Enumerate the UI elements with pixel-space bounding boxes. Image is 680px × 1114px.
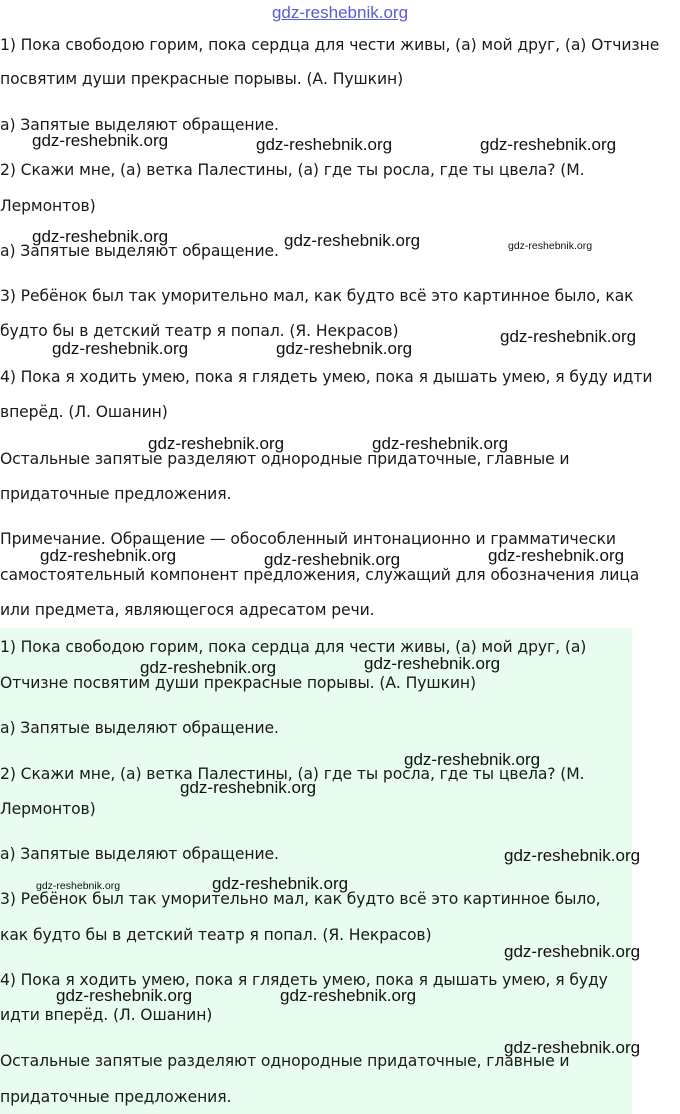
watermark: gdz-reshebnik.org (52, 339, 189, 358)
text-line: а) Запятые выделяют обращение. (0, 242, 279, 260)
green-text-line: а) Запятые выделяют обращение. (0, 845, 279, 863)
green-text-line: Лермонтов) (0, 800, 96, 818)
watermark: gdz-reshebnik.org (180, 778, 317, 797)
green-text-line: 3) Ребёнок был так уморительно мал, как будто всё это картинное было, (0, 890, 601, 908)
text-line: 4) Пока я ходить умею, пока я глядеть умею, пока я дышать умею, я буду идти (0, 368, 653, 386)
watermark: gdz-reshebnik.org (36, 880, 121, 892)
text-line: 3) Ребёнок был так уморительно мал, как будто всё это картинное было, как (0, 287, 634, 305)
text-line: посвятим души прекрасные порывы. (А. Пушкин) (0, 70, 404, 88)
watermark: gdz-reshebnik.org (504, 846, 641, 865)
watermark: gdz-reshebnik.org (504, 1038, 641, 1057)
green-text-line: 4) Пока я ходить умею, пока я глядеть умею, пока я дышать умею, я буду (0, 971, 608, 989)
text-line: Остальные запятые разделяют однородные придаточные, главные и (0, 450, 570, 468)
text-line: будто бы в детский театр я попал. (Я. Некрасов) (0, 322, 399, 340)
text-line: 2) Скажи мне, (а) ветка Палестины, (а) где ты росла, где ты цвела? (М. (0, 161, 585, 179)
watermark: gdz-reshebnik.org (32, 131, 169, 150)
watermark: gdz-reshebnik.org (32, 227, 169, 246)
watermark: gdz-reshebnik.org (256, 135, 393, 154)
green-text-line: придаточные предложения. (0, 1088, 232, 1106)
green-text-line: а) Запятые выделяют обращение. (0, 719, 279, 737)
watermark: gdz-reshebnik.org (56, 986, 193, 1005)
watermark: gdz-reshebnik.org (284, 231, 421, 250)
green-text-line: 2) Скажи мне, (а) ветка Палестины, (а) где ты росла, где ты цвела? (М. (0, 765, 585, 783)
text-line: придаточные предложения. (0, 485, 232, 503)
text-line: а) Запятые выделяют обращение. (0, 116, 279, 134)
text-line: самостоятельный компонент предложения, служащий для обозначения лица (0, 566, 640, 584)
watermark: gdz-reshebnik.org (364, 654, 501, 673)
green-text-line: как будто бы в детский театр я попал. (Я. Некрасов) (0, 926, 432, 944)
green-text-line: 1) Пока свободою горим, пока сердца для чести живы, (а) мой друг, (а) (0, 638, 587, 656)
watermark: gdz-reshebnik.org (280, 986, 417, 1005)
text-line: вперёд. (Л. Ошанин) (0, 403, 168, 421)
watermark: gdz-reshebnik.org (500, 327, 637, 346)
watermark: gdz-reshebnik.org (404, 750, 541, 769)
watermark: gdz-reshebnik.org (372, 434, 509, 453)
watermark: gdz-reshebnik.org (508, 240, 593, 252)
watermark: gdz-reshebnik.org (148, 434, 285, 453)
watermark: gdz-reshebnik.org (480, 135, 617, 154)
text-line: Лермонтов) (0, 197, 96, 215)
watermark: gdz-reshebnik.org (264, 550, 401, 569)
text-line: Примечание. Обращение — обособленный интонационно и грамматически (0, 530, 616, 548)
watermark: gdz-reshebnik.org (504, 942, 641, 961)
watermark: gdz-reshebnik.org (140, 658, 277, 677)
watermark: gdz-reshebnik.org (276, 339, 413, 358)
text-line: или предмета, являющегося адресатом речи. (0, 601, 375, 619)
green-text-line: Отчизне посвятим души прекрасные порывы. (А. Пушкин) (0, 674, 477, 692)
green-text-line: идти вперёд. (Л. Ошанин) (0, 1006, 213, 1024)
header-watermark[interactable]: gdz-reshebnik.org (271, 3, 409, 22)
watermark: gdz-reshebnik.org (40, 546, 177, 565)
green-text-line: Остальные запятые разделяют однородные придаточные, главные и (0, 1052, 570, 1070)
watermark: gdz-reshebnik.org (488, 546, 625, 565)
text-line: 1) Пока свободою горим, пока сердца для чести живы, (а) мой друг, (а) Отчизне (0, 36, 660, 54)
watermark: gdz-reshebnik.org (212, 874, 349, 893)
